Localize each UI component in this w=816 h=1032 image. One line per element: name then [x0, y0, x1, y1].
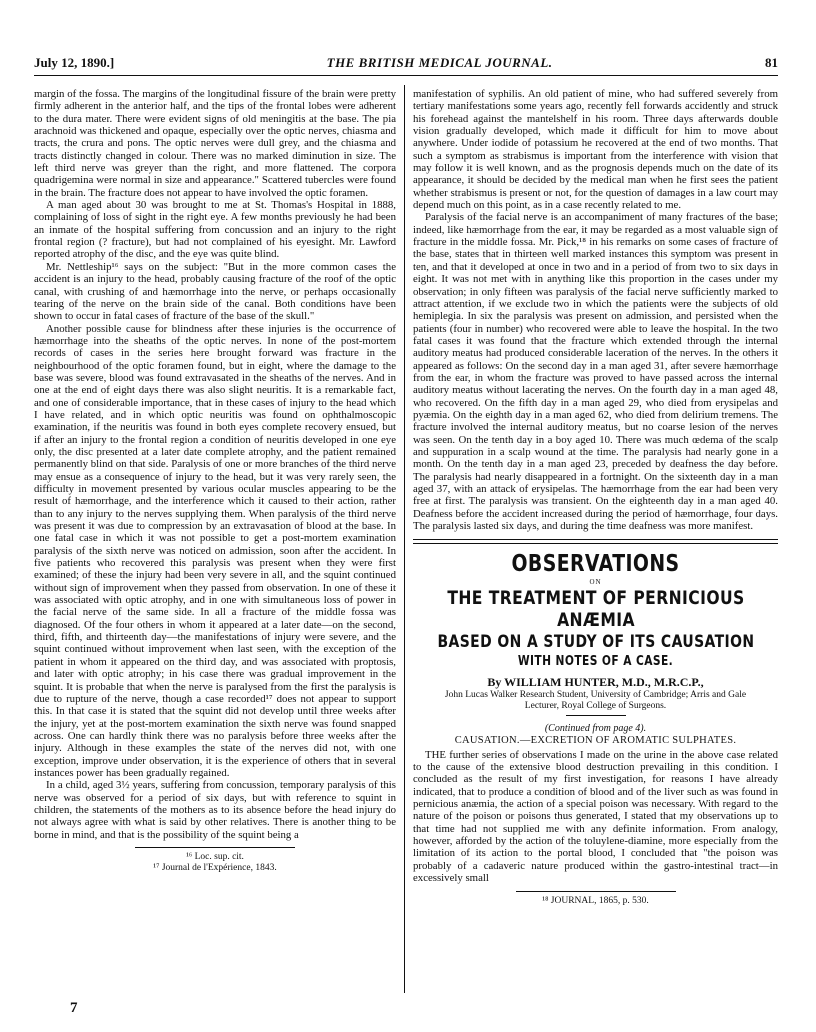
byline-rule	[566, 715, 626, 716]
left-paragraph-3: Mr. Nettleship¹⁶ says on the subject: "But in the more common cases the accident is an injury to the head, probably causing fracture of the roof of the optic canal, with crushing of and hæmorrhage into the nerve, or perhaps occasionally tearing of the nerve on the brain side of the canal. Both conditions have been shown to occur in fatal cases of fracture of the base of the skull."	[34, 260, 396, 323]
right-paragraph-2: Paralysis of the facial nerve is an accompaniment of many fractures of the base; indeed, like hæmorrhage from the ear, it may be regarded as a most valuable sign of fracture in the middle fossa. Mr. Pick,¹⁸ in his remarks on some cases of fracture of the base, states that in thirteen well marked instances this symptom was present in ten, and that it developed at once in two and in a period of from two to six days in eight. It was not met with in anything like this proportion in the cases under my observation; in only fifteen was paralysis of the facial nerve sufficiently marked to attract attention, if we exclude two in which the patients were the subjects of old hemiplegia. In six the paralysis was present on admission, and persisted when the patients (four in number) who recovered were able to leave the hospital. In the two fatal cases it was found that the fracture which extended through the internal auditory meatus had produced considerable laceration of the nerves. In the others it appeared as follows: On the second day in a man aged 31, after severe hæmorrhage from the ear, in whom the fracture was proved to have passed across the internal auditory meatus without lacerating the nerves. On the fourth day in a man aged 48, who recovered. On the fifth day in a man aged 29, who died from erysipelas and pyæmia. On the eighth day in a man aged 62, who died from delirium tremens. The fracture involved the internal auditory meatus, but no coarse lesion of the nerves was seen. On the tenth day in a boy aged 10. There was much œdema of the scalp and suppuration in a scalp wound at the time. The paralysis had nearly gone in a month. On the tenth day in a man aged 23, preceded by deafness the day before. The paralysis had nearly disappeared in a fortnight. On the sixteenth day in a man aged 37, with an attack of erysipelas. The hæmorrhage from the ear had been very free at first. The paralysis was transient. On the eighteenth day in a man aged 40. Deafness before the accident increased during the period of hæmorrhage, four days. The paralysis lasted six days, and during the time deafness was more manifest.	[413, 211, 778, 533]
article-separator-rule	[413, 539, 778, 544]
right-footnote-rule	[516, 891, 676, 892]
left-footnote-rule	[135, 847, 295, 848]
article-title-line-4: WITH NOTES OF A CASE.	[517, 654, 674, 670]
article-title-line-2: THE TREATMENT OF PERNICIOUS ANÆMIA	[446, 587, 745, 632]
left-footnote-17: ¹⁷ Journal de l'Expérience, 1843.	[153, 863, 277, 874]
header-date: July 12, 1890.]	[34, 55, 115, 70]
left-paragraph-4: Another possible cause for blindness after these injuries is the occurrence of hæmorrhage into the sheaths of the optic nerves. In none of the post-mortem records of cases in the series here brought forward was fracture in the neighbourhood of the optic foramen found, but in eight, where the damage to the base was severe, blood was found extravasated in the sheaths of the nerves. And in one at the end of eight days there was also slight neuritis. It is a remarkable fact, and one of considerable importance, that in these cases of injury to the head which I have related, and in which optic neuritis was found on ophthalmoscopic examination, if the neuritis was found in both eyes complete recovery ensued, but if after an injury to the frontal region a condition of neuritis developed in one eye only, the disc presented at a later date complete atrophy, and the patient remained permanently blind on that side. Paralysis of one or more branches of the third nerve may ensue as a consequence of injury to the head, but it was very rarely seen, the difficulty in movement presented by various ocular muscles appearing to be the result of hæmorrhage, and the interference which it caused to their action, rather than to any injury to the nerves supplying them. When paralysis of the third nerve was present it was due to compression by an extravasation of blood at the base. In one fatal case in which it was not possible to get a post-mortem examination paralysis of the sixth nerve was noticed on admission, soon after the accident. In five patients who recovered this paralysis was present when they were first examined; of these the injury had been very severe in all, and the squint continued without sign of improvement when they passed from observation. In one of these it was associated with optic atrophy, and in one with simultaneous loss of power in the facial nerve of the same side. In all a fracture of the middle fossa was diagnosed. Of the four others in whom it appeared at a later date—on the second, third, fifth, and thirteenth day—the manifestations of injury were severe, and the squint continued without improvement when last seen, with the exception of the patient in whom it appeared on the third day, and was associated with proptosis, and later with optic atrophy; in his case there was gradual improvement in the squint. It is probable that when the nerve is paralysed from the first the paralysis is due to rupture of the nerve, though a case recorded¹⁷ does not appear to support this. In that case it is stated that the squint did not develop until three weeks after the injury, yet at the post-mortem examination the sixth nerve was found snapped across. One can hardly think there was no paralysis before three weeks after the injury. Although in these examples the state of the nerves did not, with one exception, improve under observation, it is the experience of others that in several instances power has been gradually regained.	[34, 322, 396, 779]
header-journal-title: THE BRITISH MEDICAL JOURNAL.	[326, 55, 553, 70]
author-byline: By WILLIAM HUNTER, M.D., M.R.C.P.,	[487, 675, 704, 690]
left-paragraph-5: In a child, aged 3½ years, suffering from concussion, temporary paralysis of this nerve was observed for a period of six days, but with reference to squint in children, the statements of the mothers as to its absence before the head injury do not always agree with what is said by other relatives. There is another thing to be borne in mind, and that is the possibility of the squint being a	[34, 779, 396, 841]
author-affiliation: John Lucas Walker Research Student, University of Cambridge; Arris and Gale Lecturer, Royal College of Surgeons.	[444, 690, 747, 712]
header-page-number: 81	[764, 55, 778, 70]
article-title-line-3: BASED ON A STUDY OF ITS CAUSATION	[436, 632, 755, 653]
article-title-on: ON	[589, 578, 602, 587]
article-title-line-1: OBSERVATIONS	[511, 551, 680, 578]
section-heading: CAUSATION.—EXCRETION OF AROMATIC SULPHATES.	[454, 735, 737, 747]
header-rule	[34, 75, 778, 76]
left-column	[34, 88, 396, 988]
section-paragraph: THE further series of observations I made on the urine in the above case related to the cause of the extensive blood destruction prevailing in this condition. I concluded as the result of my first investigation, for reasons I have already indicated, that to produce a condition of blood and of the liver such as was found in pernicious anæmia, the action of a special poison was necessary. With regard to the nature of the poison or poisons thus generated, I stated that my observations up to that time had not supplied me with any definite information. From analogy, however, afforded by the action of the toluylene-diamine, more especially from the limitation of its action to the portal blood, I concluded that "the poison was probably of a cadaveric nature produced within the gastro-intestinal tract—in excessively small	[413, 748, 778, 885]
left-paragraph-2: A man aged about 30 was brought to me at St. Thomas's Hospital in 1888, complaining of loss of sight in the right eye. A few months previously he had been an inmate of the hospital suffering from concussion and an injury to the right frontal region (? fracture), but had not complained of his eyesight. Mr. Lawford reported atrophy of the disc, and the eye was quite blind.	[34, 199, 396, 261]
running-header	[34, 55, 778, 73]
left-paragraph-1: margin of the fossa. The margins of the longitudinal fissure of the brain were pretty firmly adherent in the anterior half, and the tips of the frontal lobes were adherent to the dura mater. There were evident signs of old meningitis at the base. The pia arachnoid was thickened and opaque, especially over the optic nerves, chiasma and tracts, the crura and pons. The optic nerves were dull grey, and the chiasma and tracts distinctly changed in colour. There was no marked diminution in size. The left third nerve was greyer than the right, and more flattened. The corpora quadrigemina were normal in size and appearance." Scattered tubercles were found in the brain. The fracture does not appear to have involved the optic foramen.	[34, 88, 396, 199]
column-divider	[404, 85, 405, 993]
right-paragraph-1: manifestation of syphilis. An old patient of mine, who had suffered severely from tertiary manifestations some years ago, recently fell forwards accidently and struck his forehead against the mantelshelf in his room. Three days afterwards double vision gradually developed, which made it difficult for him to move about anywhere. Under iodide of potassium he recovered at the end of two months. That such a symptom as strabismus is important from the interference with vision that may follow it is well known, and as the prognosis depends much on the date of its appearance, it should be decided by the medical man when he first sees the patient whether strabismus is present or not, for the question of damages in a law court may depend much on this point, as in a case recently related to me.	[413, 88, 778, 212]
left-footnote-16: ¹⁶ Loc. sup. cit.	[186, 851, 244, 862]
right-footnote-18: ¹⁸ JOURNAL, 1865, p. 530.	[542, 895, 649, 906]
signature-mark: 7	[70, 1000, 78, 1016]
right-column	[413, 88, 778, 988]
continued-note: (Continued from page 4).	[544, 723, 647, 735]
